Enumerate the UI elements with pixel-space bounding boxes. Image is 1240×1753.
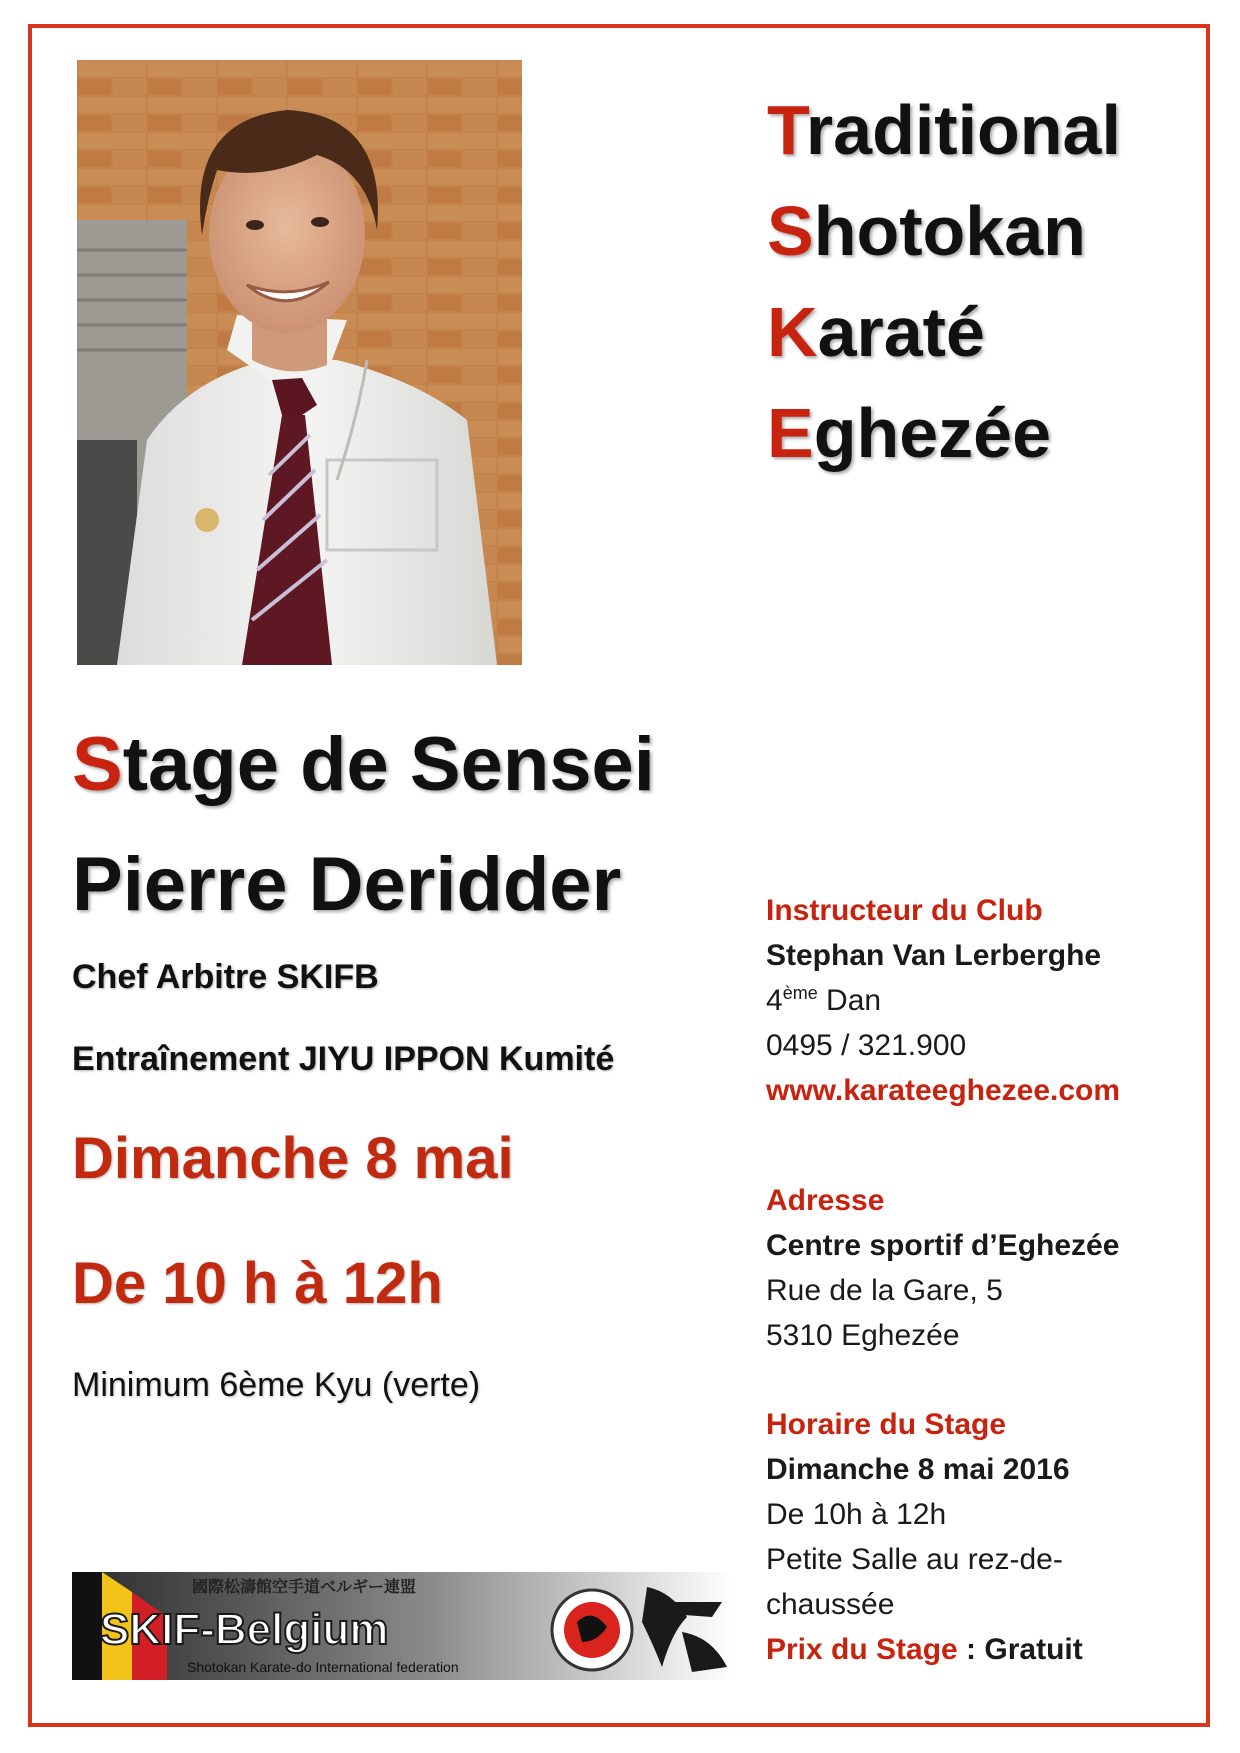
stage-time: De 10 h à 12h: [72, 1251, 443, 1316]
instructor-label: Instructeur du Club: [766, 894, 1043, 927]
logo-brand: SKIF-Belgium: [100, 1605, 389, 1654]
schedule-date: Dimanche 8 mai 2016: [766, 1453, 1070, 1486]
sensei-name: Pierre Deridder: [72, 842, 622, 927]
address-street: Rue de la Gare, 5: [766, 1274, 1003, 1307]
sensei-photo: [77, 60, 522, 665]
logo-federation: Shotokan Karate-do International federation: [187, 1659, 459, 1675]
stage-title-line: Stage de Sensei: [72, 722, 655, 807]
address-place: Centre sportif d’Eghezée: [766, 1229, 1120, 1262]
stage-title: [72, 705, 792, 945]
schedule-block: [766, 1402, 1083, 1672]
stage-date: Dimanche 8 mai: [72, 1126, 514, 1191]
club-title-line-karate: Karaté: [767, 293, 985, 371]
address-city: 5310 Eghezée: [766, 1319, 960, 1352]
club-website-link[interactable]: www.karateeghezee.com: [766, 1074, 1121, 1107]
schedule-time: De 10h à 12h: [766, 1498, 947, 1531]
minimum-grade: Minimum 6ème Kyu (verte): [72, 1366, 481, 1404]
skif-emblem-icon: [552, 1590, 632, 1670]
instructor-name: Stephan Van Lerberghe: [766, 939, 1102, 972]
instructor-grade: 4ème Dan: [766, 983, 882, 1017]
address-label: Adresse: [766, 1184, 885, 1217]
stage-price: Prix du Stage : Gratuit: [766, 1633, 1083, 1666]
club-title-line-traditional: Traditional: [767, 91, 1121, 169]
skif-belgium-logo: [72, 1572, 732, 1680]
schedule-label: Horaire du Stage: [766, 1408, 1007, 1441]
schedule-room-line2: chaussée: [766, 1588, 895, 1621]
club-title-line-shotokan: Shotokan: [767, 192, 1086, 270]
instructor-phone: 0495 / 321.900: [766, 1029, 967, 1062]
address-block: [766, 1178, 1119, 1358]
logo-kanji: 國際松濤館空手道ベルギー連盟: [192, 1577, 417, 1596]
instructor-block: [766, 888, 1120, 1113]
sensei-role: Chef Arbitre SKIFB: [72, 958, 379, 996]
training-topic: Entraînement JIYU IPPON Kumité: [72, 1040, 615, 1078]
club-title-line-eghezee: Eghezée: [767, 394, 1052, 472]
club-title: [767, 80, 1121, 484]
schedule-room-line1: Petite Salle au rez-de-: [766, 1543, 1063, 1576]
